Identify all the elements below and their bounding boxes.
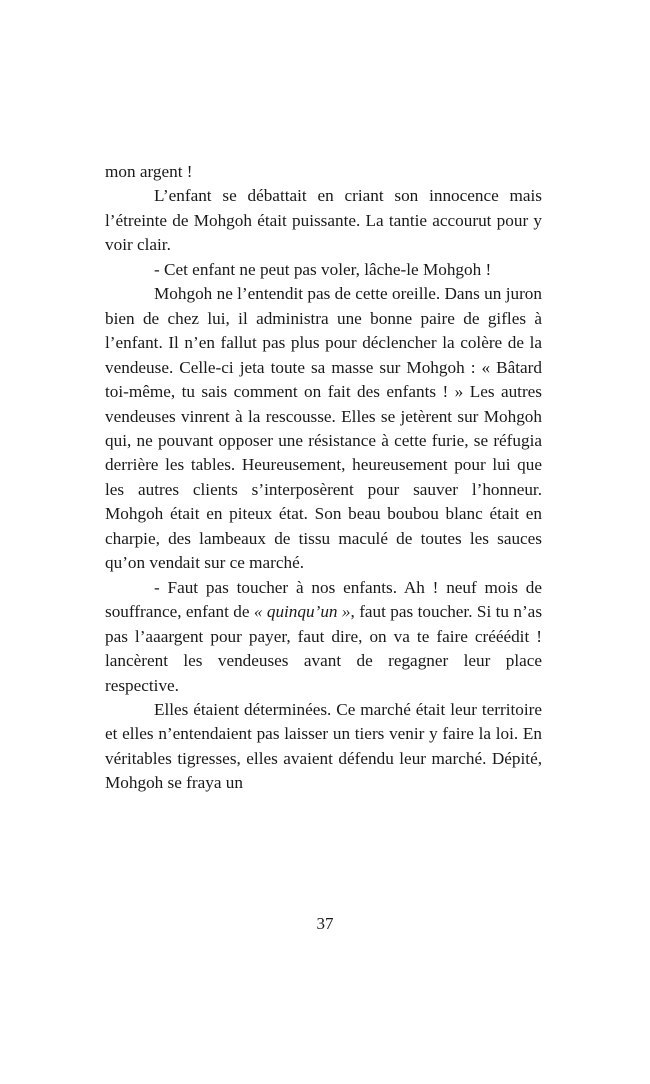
dialogue-text: , faut pas toucher. Si tu n’as pas l’aaargent pour payer, faut dire, on va te faire crééédit ! lancèrent les vendeuses avant de regagner leur place respective. (105, 602, 543, 695)
dialogue-text: - Faut pas toucher à nos enfants. Ah ! neuf mois de souffrance, enfant de (105, 577, 542, 622)
paragraph-continuation: mon argent ! (105, 162, 193, 181)
paragraph: L’enfant se débattait en criant son innocence mais l’étreinte de Mohgoh était puissante. La tantie accourut pour y voir clair. (105, 186, 542, 255)
paragraph: Mohgoh ne l’entendit pas de cette oreille. Dans un juron bien de chez lui, il administra une bonne paire de gifles à l’enfant. Il n’en fallut pas plus pour déclencher la colère de la vendeuse. Celle-ci jeta toute sa masse sur Mohgoh : « Bâtard toi-même, tu sais comment on fait des enfants ! » Les autres vendeuses vinrent à la rescousse. Elles se jetèrent sur Mohgoh qui, ne pouvant opposer une résistance à cette furie, se réfugia derrière les tables. Heureusement, heureusement pour lui que les autres clients s’interposèrent pour sauver l’honneur. Mohgoh était en piteux état. Son beau boubou blanc était en charpie, des lambeaux de tissu maculé de toutes les sauces qu’on vendait sur ce marché. (105, 284, 542, 573)
page-number: 37 (316, 914, 334, 933)
page-body (105, 160, 542, 796)
italic-quote: « quinqu’un » (253, 602, 351, 622)
dialogue-paragraph: - Cet enfant ne peut pas voler, lâche-le Mohgoh ! (154, 259, 492, 279)
paragraph: Elles étaient déterminées. Ce marché était leur territoire et elles n’entendaient pas laisser un tiers venir y faire la loi. En véritables tigresses, elles avaient défendu leur marché. Dépité, Mohgoh se fraya un (105, 699, 542, 793)
dialogue-paragraph (105, 576, 542, 698)
